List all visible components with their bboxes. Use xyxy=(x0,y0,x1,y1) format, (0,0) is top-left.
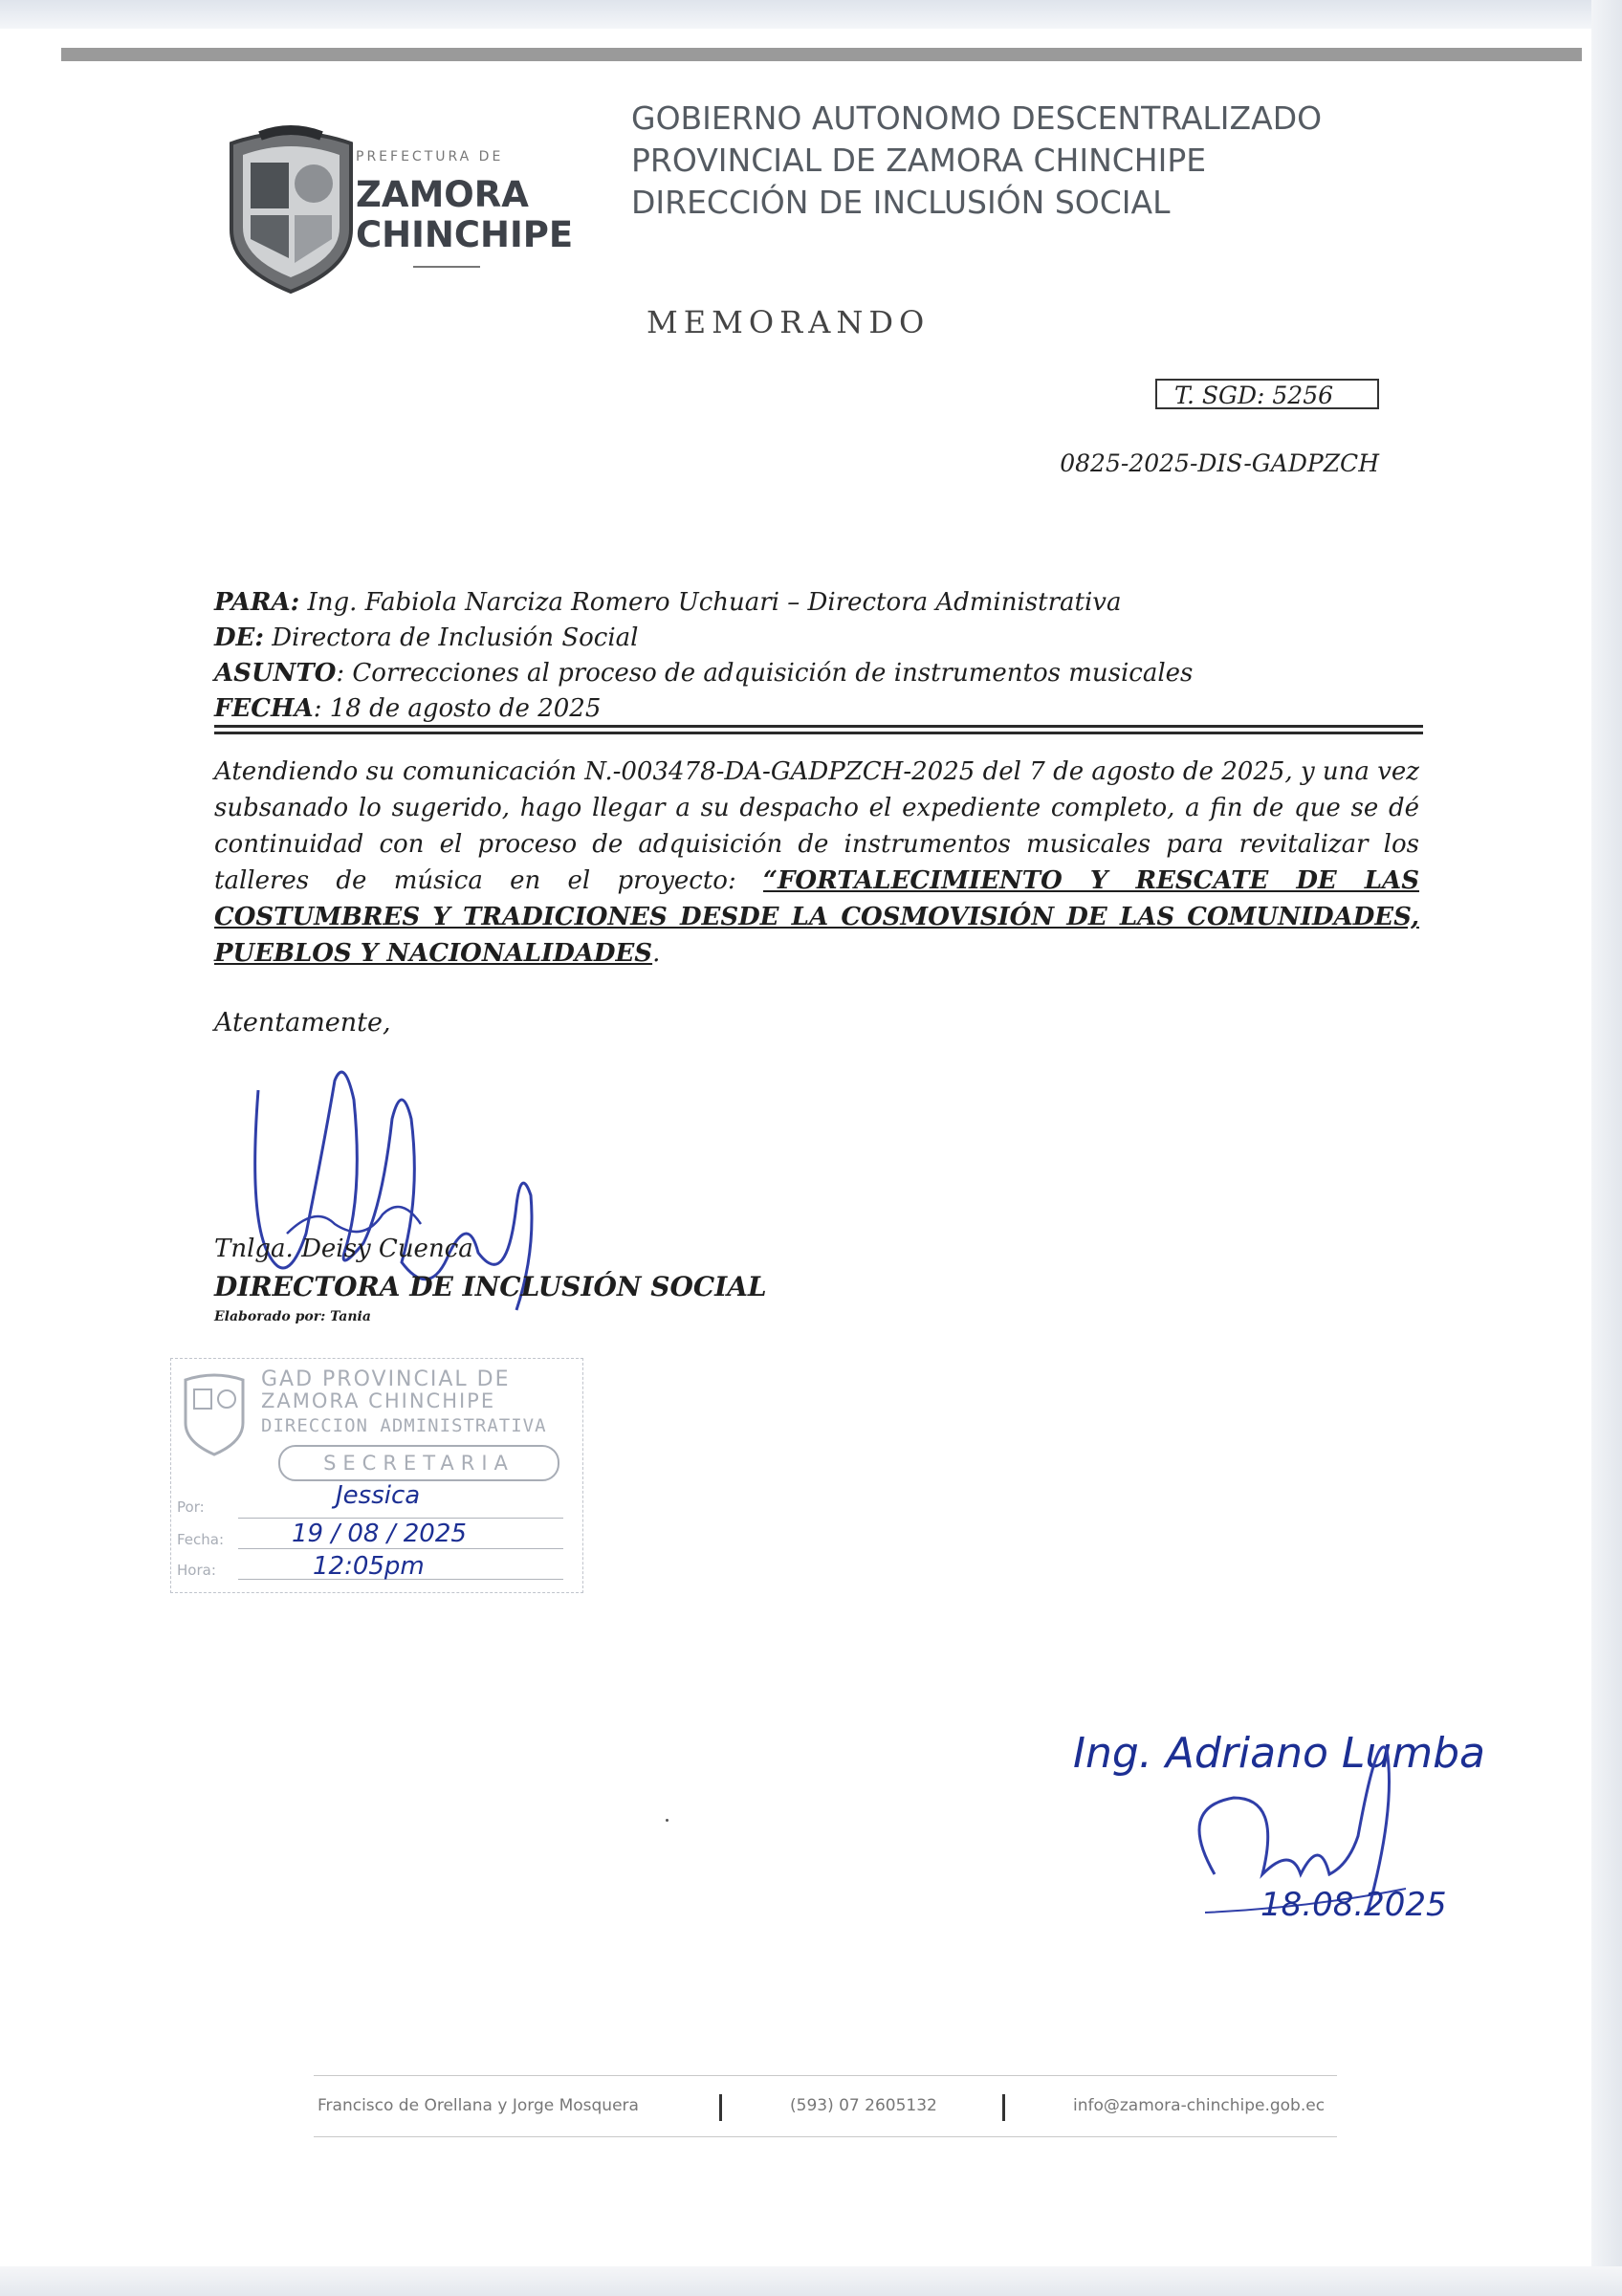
stamp-por-value: Jessica xyxy=(336,1481,421,1510)
footer-bottom-line xyxy=(314,2136,1337,2137)
stamp-line-3: DIRECCION ADMINISTRATIVA xyxy=(261,1415,547,1436)
memo-body xyxy=(214,754,1419,972)
stamp-hora-label: Hora: xyxy=(177,1562,216,1579)
divider-rule-1 xyxy=(214,725,1423,728)
logo-line-1: ZAMORA xyxy=(356,174,529,215)
handwritten-date: 18.08.2025 xyxy=(1260,1886,1447,1924)
stamp-hora-value: 12:05pm xyxy=(313,1552,425,1581)
footer-address: Francisco de Orellana y Jorge Mosquera xyxy=(318,2096,639,2115)
header-title-1: GOBIERNO AUTONOMO DESCENTRALIZADO xyxy=(631,99,1323,137)
handwritten-approver: Ing. Adriano Lumba xyxy=(1073,1729,1486,1778)
logo-prefix: PREFECTURA DE xyxy=(356,149,504,164)
field-para-label: PARA: xyxy=(214,588,300,617)
scan-margin-top xyxy=(0,0,1622,29)
header-rule xyxy=(61,48,1582,61)
divider-rule-2 xyxy=(214,732,1423,734)
footer-separator xyxy=(1002,2094,1005,2121)
memo-title: MEMORANDO xyxy=(647,304,931,340)
stamp-por-label: Por: xyxy=(177,1498,205,1516)
field-fecha xyxy=(214,691,1193,727)
footer-top-line xyxy=(314,2075,1337,2076)
stamp-fecha-value: 19 / 08 / 2025 xyxy=(292,1520,467,1548)
prepared-by: Elaborado por: Tania xyxy=(214,1309,371,1324)
field-para-value: Ing. Fabiola Narciza Romero Uchuari – Directora Administrativa xyxy=(299,588,1122,617)
field-de-value: Directora de Inclusión Social xyxy=(263,623,639,652)
institution-header xyxy=(631,98,1323,224)
body-end: . xyxy=(652,939,661,968)
footer-phone: (593) 07 2605132 xyxy=(790,2096,937,2115)
stamp-secretaria: SECRETARIA xyxy=(278,1445,559,1481)
stamp-line-2: ZAMORA CHINCHIPE xyxy=(261,1389,496,1412)
prefectura-logo xyxy=(222,124,576,301)
scan-speck xyxy=(666,1819,669,1822)
signer-name: Tnlga. Deisy Cuenca xyxy=(214,1235,473,1263)
field-asunto-value: : Correcciones al proceso de adquisición de instrumentos musicales xyxy=(336,659,1194,688)
coat-of-arms-icon xyxy=(222,124,361,296)
footer-email: info@zamora-chinchipe.gob.ec xyxy=(1073,2096,1326,2115)
scan-margin-bottom xyxy=(0,2266,1622,2296)
reception-stamp xyxy=(170,1358,583,1593)
sgd-number-box: T. SGD: 5256 xyxy=(1155,379,1379,409)
stamp-fecha-line xyxy=(238,1548,563,1549)
field-de-label: DE: xyxy=(214,623,264,652)
stamp-fecha-label: Fecha: xyxy=(177,1531,225,1548)
field-asunto xyxy=(214,656,1193,691)
stamp-line-1: GAD PROVINCIAL DE xyxy=(261,1367,511,1391)
footer xyxy=(314,2094,1337,2123)
scan-margin-right xyxy=(1591,0,1622,2296)
memo-fields xyxy=(214,585,1193,727)
header-title-3: DIRECCIÓN DE INCLUSIÓN SOCIAL xyxy=(631,184,1171,221)
stamp-por-line xyxy=(238,1518,563,1519)
closing: Atentamente, xyxy=(214,1008,391,1038)
body-text: Atendiendo su comunicación N.-003478-DA-GADPZCH-2025 del 7 de agosto de 2025, y una vez subsanado lo sugerido, hago llegar a su despacho el expediente completo, a fin de que se dé continuidad con el proceso de adquisición de instrumentos musicales para revitalizar los talleres de música en el proyecto: xyxy=(214,757,1419,895)
logo-underline xyxy=(413,266,480,268)
signer-role: DIRECTORA DE INCLUSIÓN SOCIAL xyxy=(214,1271,767,1302)
field-de xyxy=(214,621,1193,656)
field-fecha-value: : 18 de agosto de 2025 xyxy=(313,694,602,723)
field-asunto-label: ASUNTO xyxy=(214,659,337,688)
logo-line-2: CHINCHIPE xyxy=(356,214,574,255)
header-title-2: PROVINCIAL DE ZAMORA CHINCHIPE xyxy=(631,142,1207,179)
memo-code: 0825-2025-DIS-GADPZCH xyxy=(1060,449,1379,477)
project-title: “FORTALECIMIENTO Y RESCATE DE LAS COSTUMBRES Y TRADICIONES DESDE LA COSMOVISIÓN DE LAS COMUNIDADES, PUEBLOS Y NACIONALIDADES xyxy=(214,866,1420,968)
field-para xyxy=(214,585,1193,621)
signature-block xyxy=(214,1230,767,1327)
field-fecha-label: FECHA xyxy=(214,694,314,723)
stamp-emblem-icon xyxy=(181,1370,248,1456)
footer-separator xyxy=(719,2094,722,2121)
